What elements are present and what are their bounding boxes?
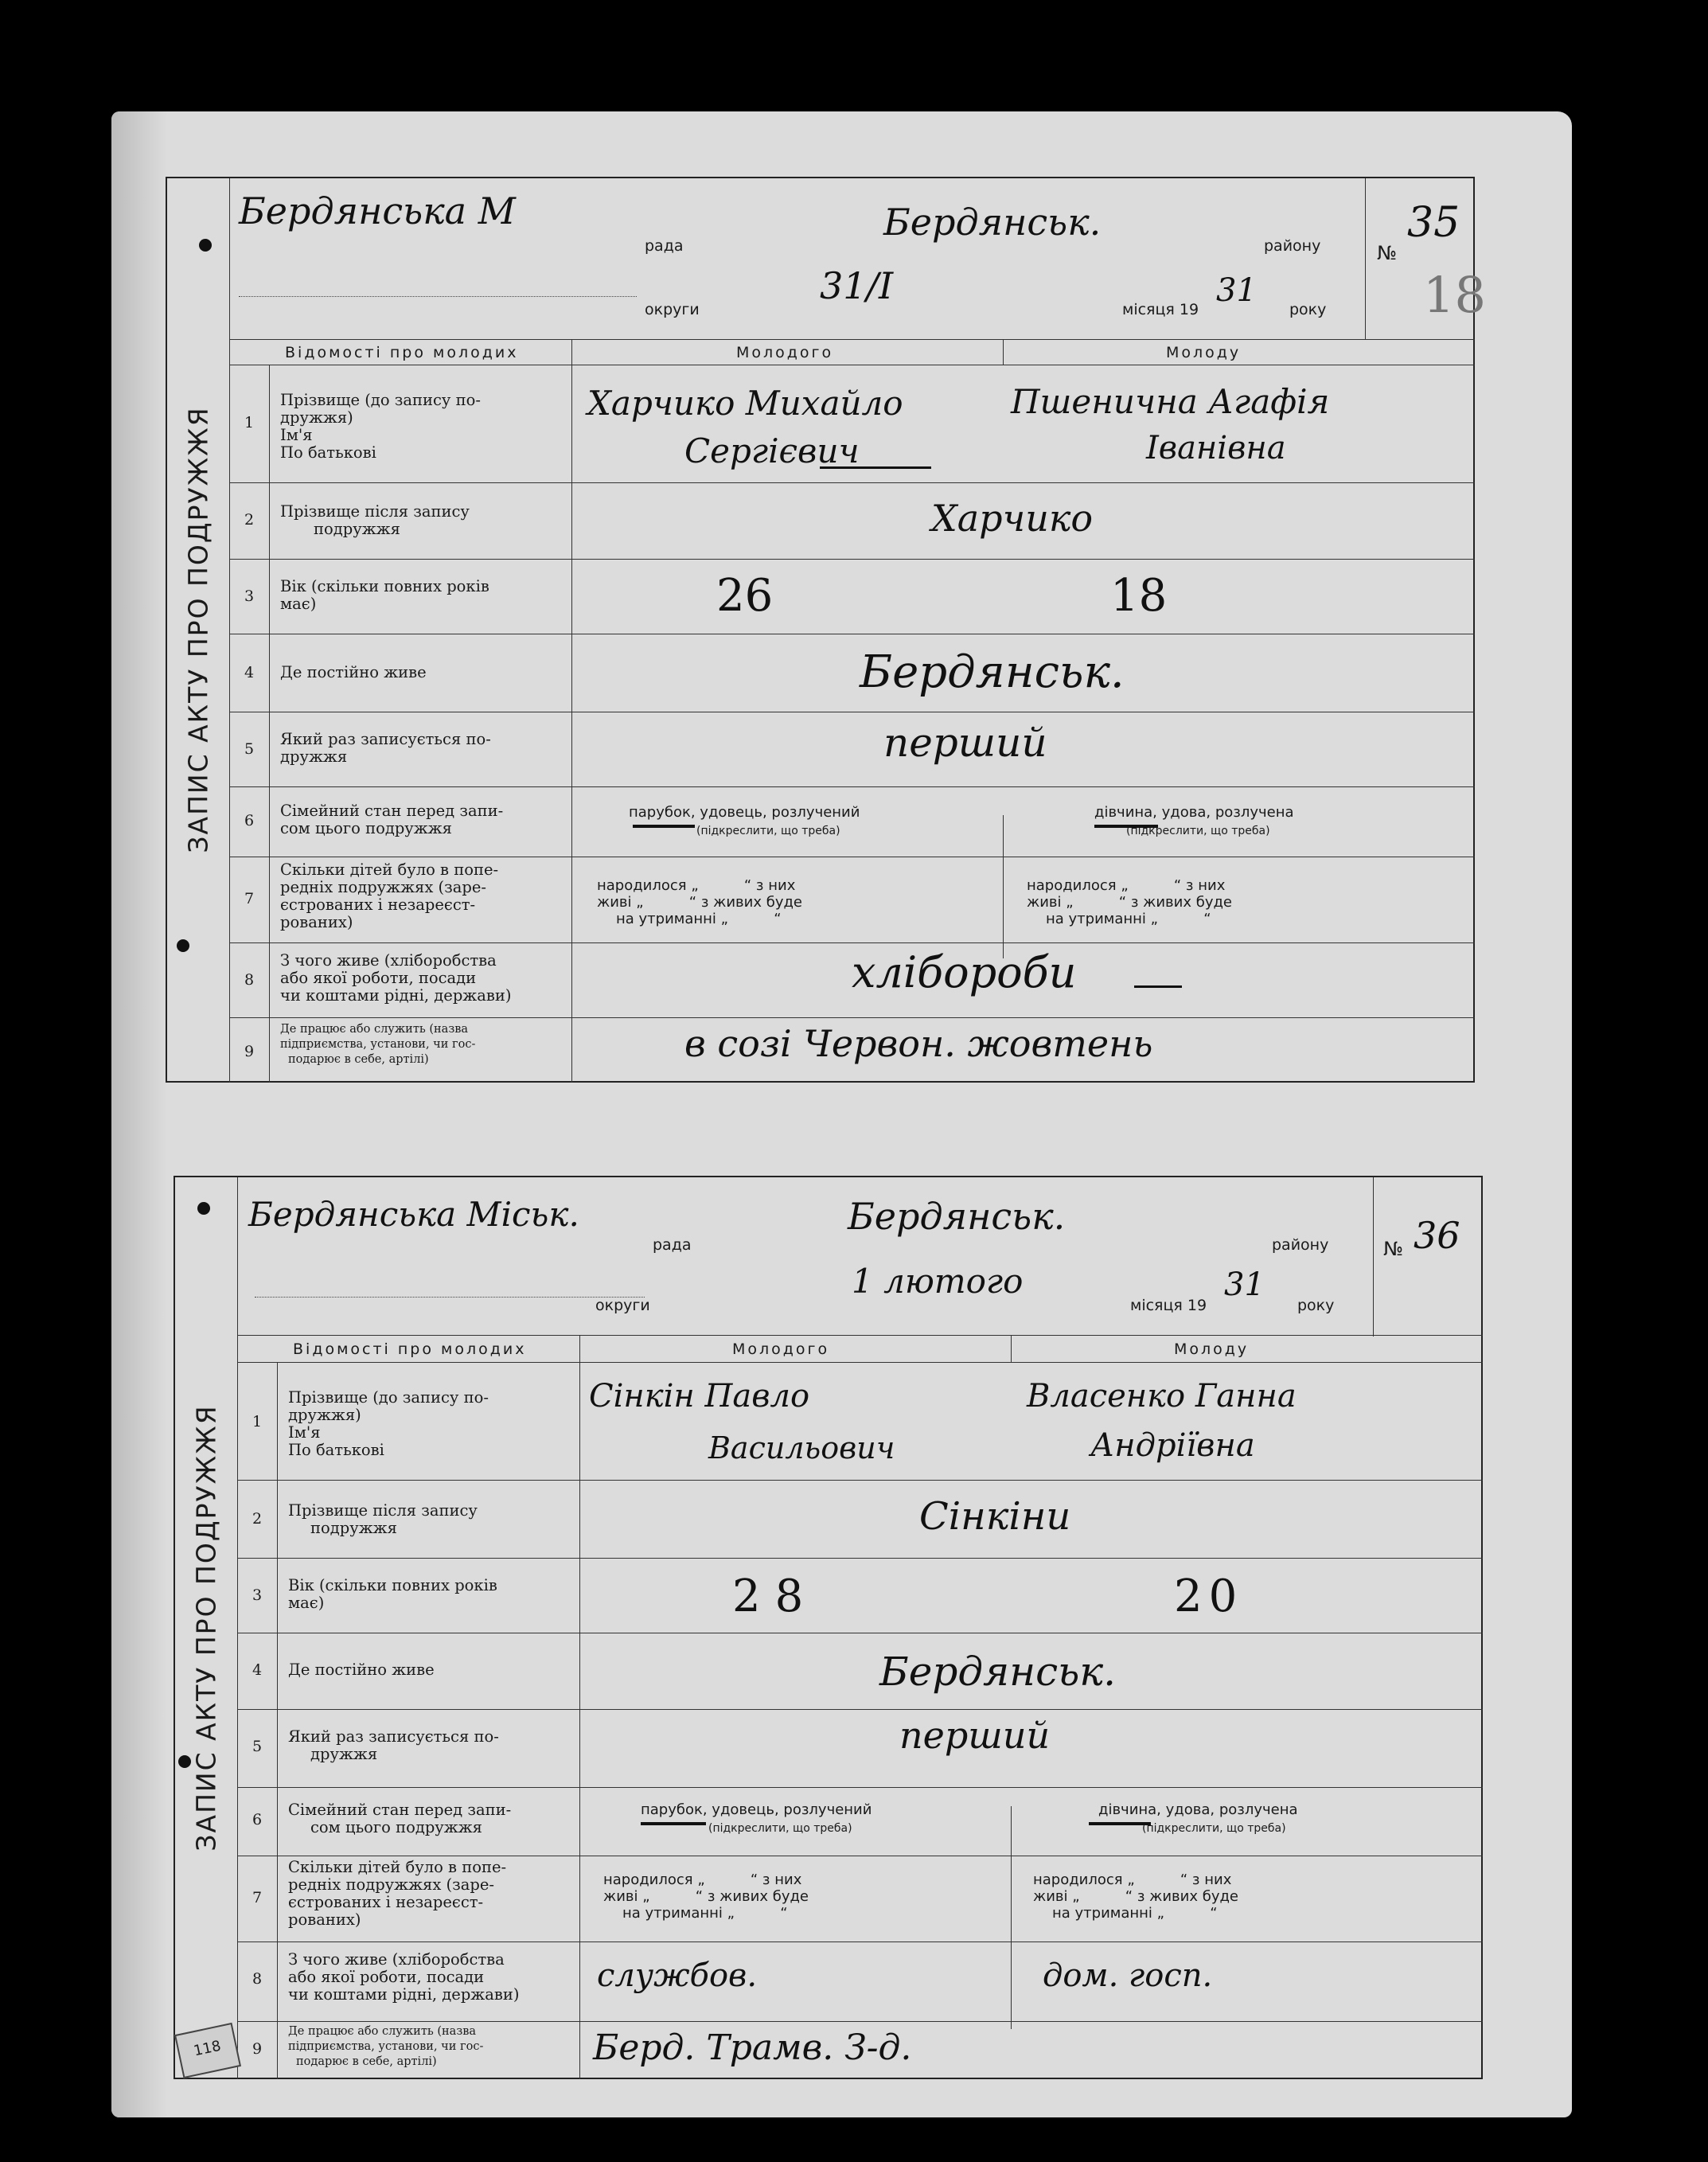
col-groom-header: Молодого: [736, 344, 834, 361]
number-label: №: [1383, 1238, 1403, 1260]
col-info-header: Відомості про молодих: [285, 344, 519, 361]
bride-patronymic: Іванівна: [1146, 430, 1286, 466]
bride-children-info: народилося „ “ з них живі „ “ з живих буде на утриманні „ “: [1027, 877, 1232, 927]
pencil-number: 18: [1423, 266, 1486, 324]
row6-label: Сімейний стан перед запи- сом цього подружжя: [288, 1801, 512, 1836]
district-label: району: [1272, 1236, 1329, 1254]
groom-patronymic: Васильович: [708, 1430, 895, 1465]
row4-label: Де постійно живе: [280, 663, 427, 681]
row-number: 1: [252, 1413, 263, 1430]
workplace: в созі Червон. жовтень: [684, 1022, 1153, 1065]
underline-note: (підкреслити, що треба): [1142, 1822, 1286, 1835]
bride-age: 20: [1174, 1571, 1244, 1622]
groom-age: 26: [716, 570, 774, 622]
groom-patronymic: Сергієвич: [684, 431, 860, 470]
groom-surname-name: Харчико Михайло: [587, 384, 903, 423]
row-number: 4: [252, 1661, 263, 1679]
row6-label: Сімейний стан перед запи- сом цього подружжя: [280, 802, 504, 837]
row-number: 7: [252, 1889, 263, 1906]
record-day: 31/І: [820, 264, 894, 307]
row9-label: Де працює або служить (назва підприємства, установи, чи гос- подарює в себе, артілі): [288, 2025, 484, 2068]
council-name: Бердянська Міськ.: [248, 1195, 579, 1234]
record-year: 31: [1224, 1266, 1265, 1303]
col-groom-header: Молодого: [732, 1341, 830, 1358]
row7-label: Скільки дітей було в попе- редніх подружжях (заре- єстрованих і незареєст- рованих): [280, 861, 499, 931]
underline-note: (підкреслити, що треба): [696, 825, 840, 837]
surname-after-marriage: Харчико: [931, 497, 1094, 540]
row7-label: Скільки дітей було в попе- редніх подружжях (заре- єстрованих і незареєст- рованих): [288, 1858, 507, 1929]
groom-children-info: народилося „ “ з них живі „ “ з живих буде на утриманні „ “: [603, 1871, 809, 1922]
bride-surname-name: Пшенична Агафія: [1011, 382, 1330, 421]
groom-marital-options: парубок, удовець, розлучений: [629, 804, 860, 821]
month-label: місяця 19: [1122, 301, 1199, 318]
occupation: хлібороби: [852, 947, 1077, 997]
row2-label: Прізвище після запису подружжя: [280, 502, 470, 538]
district-label: району: [1264, 237, 1321, 255]
row-number: 8: [244, 971, 255, 989]
row3-label: Вік (скільки повних років має): [280, 577, 489, 613]
col-bride-header: Молоду: [1166, 344, 1242, 361]
binding-shadow: [111, 111, 167, 2117]
marriage-count: перший: [883, 720, 1047, 766]
surname-after-marriage: Сінкіни: [919, 1494, 1071, 1539]
year-label: року: [1289, 301, 1327, 318]
groom-children-info: народилося „ “ з них живі „ “ з живих буде на утриманні „ “: [597, 877, 802, 927]
row-number: 1: [244, 414, 255, 431]
underline-note: (підкреслити, що треба): [708, 1822, 852, 1835]
marriage-record-36: [174, 1176, 1483, 2079]
okrug-label: округи: [595, 1297, 650, 1314]
row2-label: Прізвище після запису подружжя: [288, 1501, 478, 1537]
record-number: 36: [1414, 1214, 1460, 1257]
bride-marital-options: дівчина, удова, розлучена: [1094, 804, 1294, 821]
month-label: місяця 19: [1130, 1297, 1207, 1314]
workplace: Берд. Трамв. З-д.: [593, 2027, 912, 2068]
year-label: року: [1297, 1297, 1335, 1314]
row5-label: Який раз записується по- дружжя: [280, 730, 491, 766]
record-day: 1 лютого: [852, 1262, 1024, 1301]
row3-label: Вік (скільки повних років має): [288, 1576, 497, 1612]
marriage-record-35: [166, 177, 1486, 1083]
row1-label: Прізвище (до запису по- дружжя) Ім'я По батькові: [288, 1388, 489, 1459]
row-number: 3: [252, 1586, 263, 1604]
row-number: 6: [252, 1811, 263, 1828]
groom-age: 28: [732, 1571, 818, 1622]
row-number: 9: [244, 1043, 255, 1060]
row1-label: Прізвище (до запису по- дружжя) Ім'я По батькові: [280, 391, 481, 462]
residence: Бердянськ.: [879, 1649, 1117, 1695]
underline-note: (підкреслити, що треба): [1126, 825, 1270, 837]
district-name: Бердянськ.: [883, 201, 1102, 244]
row-number: 9: [252, 2040, 263, 2058]
marriage-count: перший: [899, 1714, 1051, 1757]
row-number: 7: [244, 890, 255, 907]
row-number: 2: [252, 1510, 263, 1528]
record-side-title: ЗАПИС АКТУ ПРО ПОДРУЖЖЯ: [190, 1403, 222, 1852]
record-side-title: ЗАПИС АКТУ ПРО ПОДРУЖЖЯ: [182, 406, 214, 853]
residence: Бердянськ.: [860, 646, 1125, 698]
row9-label: Де працює або служить (назва підприємства, установи, чи гос- подарює в себе, артілі): [280, 1023, 476, 1066]
row5-label: Який раз записується по- дружжя: [288, 1727, 499, 1763]
number-label: №: [1377, 242, 1397, 264]
row-number: 3: [244, 587, 255, 605]
council-name: Бердянська М: [239, 189, 516, 232]
record-number: 35: [1407, 199, 1460, 247]
groom-marital-options: парубок, удовець, розлучений: [641, 1801, 872, 1818]
council-label: рада: [653, 1236, 692, 1254]
archive-stamp: 118: [174, 2023, 241, 2078]
council-label: рада: [645, 237, 684, 255]
bride-marital-options: дівчина, удова, розлучена: [1098, 1801, 1298, 1818]
col-info-header: Відомості про молодих: [293, 1341, 527, 1358]
bride-surname-name: Власенко Ганна: [1027, 1378, 1297, 1415]
bride-children-info: народилося „ “ з них живі „ “ з живих буде на утриманні „ “: [1033, 1871, 1238, 1922]
row8-label: З чого живе (хліборобства або якої роботи, посади чи коштами рідні, держави): [280, 951, 512, 1005]
row-number: 8: [252, 1970, 263, 1988]
groom-occupation: службов.: [597, 1957, 758, 1994]
groom-surname-name: Сінкін Павло: [589, 1378, 810, 1415]
row-number: 5: [244, 740, 255, 758]
record-year: 31: [1216, 272, 1257, 309]
okrug-label: округи: [645, 301, 700, 318]
bride-patronymic: Андріївна: [1090, 1427, 1255, 1464]
row-number: 5: [252, 1738, 263, 1755]
bride-age: 18: [1110, 570, 1168, 622]
col-bride-header: Молоду: [1174, 1341, 1250, 1358]
row4-label: Де постійно живе: [288, 1661, 435, 1679]
district-name: Бердянськ.: [848, 1195, 1066, 1238]
row-number: 2: [244, 511, 255, 529]
row-number: 4: [244, 664, 255, 681]
row8-label: З чого живе (хліборобства або якої роботи, посади чи коштами рідні, держави): [288, 1950, 520, 2004]
row-number: 6: [244, 812, 255, 829]
bride-occupation: дом. госп.: [1043, 1957, 1213, 1994]
